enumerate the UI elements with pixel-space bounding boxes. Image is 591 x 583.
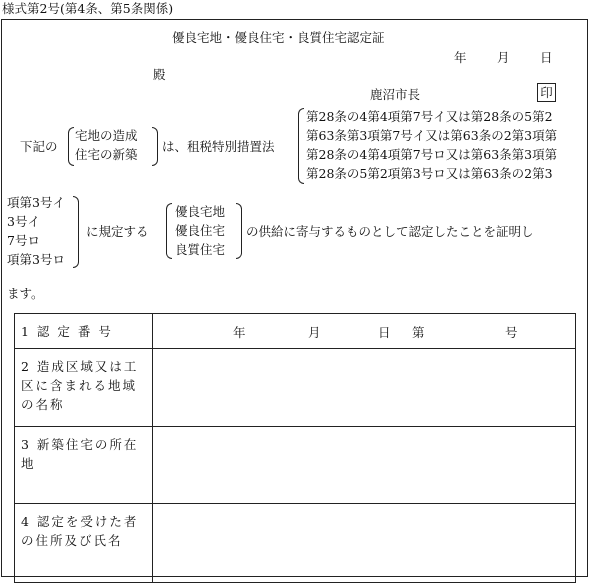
table-row (15, 349, 576, 427)
issuer: 鹿沼市長 (370, 87, 421, 102)
form-number: 様式第2号(第4条、第5条関係) (2, 1, 174, 16)
cert-year: 年 (233, 325, 246, 340)
table-row (15, 427, 576, 504)
body-prescribed: に規定する (86, 224, 149, 239)
row-label: 2 造成区域又は工区に含まれる地域の名称 (15, 349, 153, 427)
paren1-line: 宅地の造成 (75, 128, 138, 143)
cert-month: 月 (308, 325, 321, 340)
paren2-line: 良質住宅 (175, 242, 226, 257)
cert-no-suffix: 号 (505, 325, 518, 340)
table-row (15, 314, 576, 349)
cert-day: 日 (378, 325, 391, 340)
seal-mark: 印 (537, 83, 556, 102)
paren-close (236, 203, 242, 259)
row-label: 4 認定を受けた者の住所及び氏名 (15, 504, 153, 583)
date-year: 年 (454, 50, 467, 65)
law-line: 第28条の4第4項第7号イ又は第28条の5第2 (306, 109, 553, 124)
paren-close (73, 196, 79, 268)
paren-open (68, 127, 74, 166)
law-line: 第63条第3項第7号イ又は第63条の2第3項第 (306, 128, 558, 143)
house-location-cell[interactable] (153, 427, 576, 504)
recipient-address-name-cell[interactable] (153, 504, 576, 583)
law-cont-line: 3号イ (7, 214, 40, 229)
area-name-cell[interactable] (153, 349, 576, 427)
paren2-line: 優良宅地 (175, 204, 226, 219)
body-lead: 下記の (20, 139, 58, 154)
law-cont-line: 7号ロ (7, 233, 40, 248)
cert-no-prefix: 第 (412, 325, 425, 340)
paren-open (166, 203, 172, 259)
paren-close (152, 127, 158, 166)
paren-open (298, 108, 304, 184)
date-day: 日 (540, 50, 553, 65)
law-cont-line: 項第3号ロ (7, 252, 65, 267)
body-mid: は、租税特別措置法 (162, 139, 275, 154)
law-cont-line: 項第3号イ (7, 195, 65, 210)
body-tail: の供給に寄与するものとして認定したことを証明し (246, 224, 534, 239)
row-label: 1 認 定 番 号 (15, 314, 153, 349)
row-label: 3 新築住宅の所在地 (15, 427, 153, 504)
addressee-suffix: 殿 (153, 67, 166, 82)
law-line: 第28条の4第4項第7号ロ又は第63条第3項第 (306, 147, 558, 162)
paren2-line: 優良住宅 (175, 223, 226, 238)
table-row (15, 504, 576, 583)
certificate-table (14, 313, 576, 583)
certification-number-cell[interactable] (153, 314, 576, 349)
paren1-line: 住宅の新築 (75, 147, 138, 162)
law-line: 第28条の5第2項第3号ロ又は第63条の2第3 (306, 166, 553, 181)
body-end: ます。 (7, 286, 44, 301)
document-title: 優良宅地・優良住宅・良質住宅認定証 (172, 30, 385, 45)
date-month: 月 (497, 50, 510, 65)
